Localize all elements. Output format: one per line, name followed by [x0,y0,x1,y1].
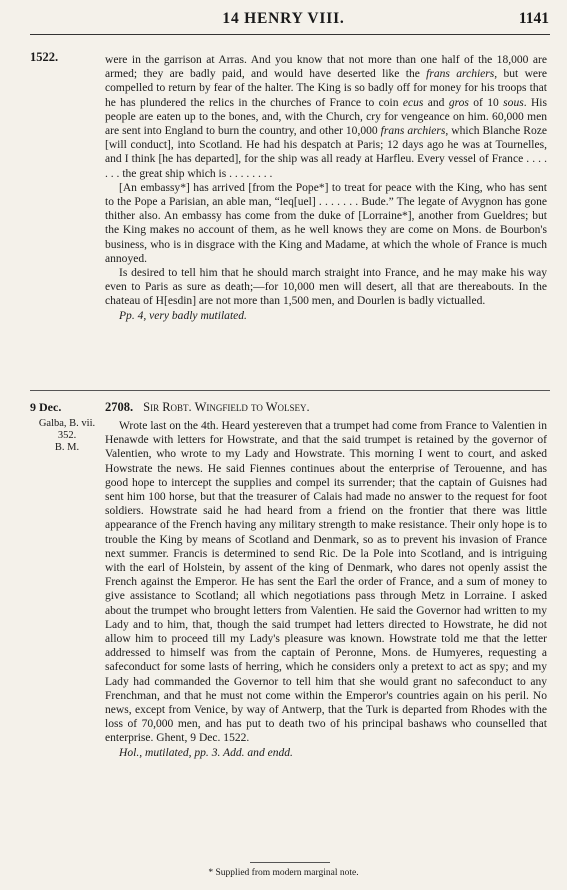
footnote: * Supplied from modern marginal note. [208,868,359,878]
letter-physical-note: Hol., mutilated, pp. 3. Add. and endd. [119,746,293,759]
physical-description-note: Pp. 4, very badly mutilated. [119,309,247,322]
letter-continuation [105,53,547,323]
page-number: 1141 [518,10,549,27]
page-header [0,10,567,32]
entry-date: 9 Dec. [30,400,62,414]
entry-separator [30,390,550,391]
entry-title: Sir Robt. Wingfield to Wolsey. [143,400,310,414]
footnote-rule [250,862,330,863]
margin-year: 1522. [30,50,59,64]
header-rule [30,34,550,35]
paragraph-1: were in the garrison at Arras. And you know that not more than one half of the 18,000 are armed; they are badly paid, and would have deserted like the frans archiers, but were compelled to return by fear of the halter. The King is so badly off for money for his troops that he has plundered the relics in the churches of France to coin ecus and gros of 10 sous. His people are eaten up to the bones, and, with the Church, cry for vengeance on him. 60,000 men are sent into England to burn the country, and other 10,000 frans archiers, which Blanche Roze [will conduct], into Scotland. He had his despatch at Paris; 12 days ago he was at Tournelles, and I think [he has departed], for the ship was all ready at Harfleu. Every vessel of France . . . . . . . the great ship which is . . . . . . . . [105,54,548,180]
paragraph-3: Is desired to tell him that he should march straight into France, and he may make his way even to Paris as sure as death;—for 10,000 men will desert, all that are thereabouts. In the chateau of H[esdin] are not more than 1,500 men, and Dourlen is badly victualled. [105,267,547,308]
letter-body [105,419,547,760]
letter-text: Wrote last on the 4th. Heard yestereven that a trumpet had come from France to Valentien in Henawde with letters for Howstrate, and that the said trumpet is retained by the governor of Valentien, who wrote to my Lady and Howstrate. This morning I went to court, and asked Howstrate the news. He said Fiennes continues about the enterprise of Terouenne, and has good hope to intercept the supplies and compel its surrender; that the captain of Guisnes had sent him 100 horse, but that the treasurer of Calais had made no answer to the request for foot soldiers. Howstrate said he had heard from a friend on the frontier that there was little appearance of the French having any military strength to make resistance. Their only hope is to trouble the King by means of Scotland and Denmark, so as to prevent his invasion of France next summer. Francis is determined to send Ric. De la Pole into Scotland, and is intriguing with the earl of Holstein, by assent of the king of Denmark, who dares not openly assist the French against the Emperor. He has sent the Earl the order of France, and a sum of money to give assistance to Scotland; all which negotiations pass through Metz in Lorraine. I asked about the trumpet who brought letters from Valentien. He said the Governor had written to my Lady and to him, that, though the said trumpet had letters directed to Howstrate, he did not allow him to proceed till my Lady's pleasure was known. Howstrate told me that the letter addressed to himself was from the captain of Peronne, Mons. de Humyeres, requesting a safeconduct for some lasts of herring, which he considers only a pretext to act as spy; and my Lady had commanded the Governor to tell him that she would grant no safeconduct to any Frenchman, and that he must not come within the Emperor's countries again on his peril. No news, except from Venice, by way of Antwerp, that the Turk is departed from Rhodes with the loss of 70,000 men, and has put to death two of his principal bashaws who counselled that enterprise. Ghent, 9 Dec. 1522. [105,420,547,745]
running-title: 14 HENRY VIII. [222,10,345,27]
entry-number: 2708. [105,400,134,414]
manuscript-reference: Galba, B. vii. 352. B. M. [38,418,96,453]
entry-heading [105,400,310,415]
paragraph-2: [An embassy*] has arrived [from the Pope*] to treat for peace with the King, who has sent to the Pope a Parisian, an able man, “leq[uel] . . . . . . . Bude.” The legate of Avygnon has gone thither also. An embassy has come from the duke of [Lorraine*], another from Gueldres; but the King makes no account of them, as he well knows they are come on Mons. de Bourbon's business, who is in disgrace with the King and Madame, at which the whole of France is much annoyed. [105,181,547,265]
